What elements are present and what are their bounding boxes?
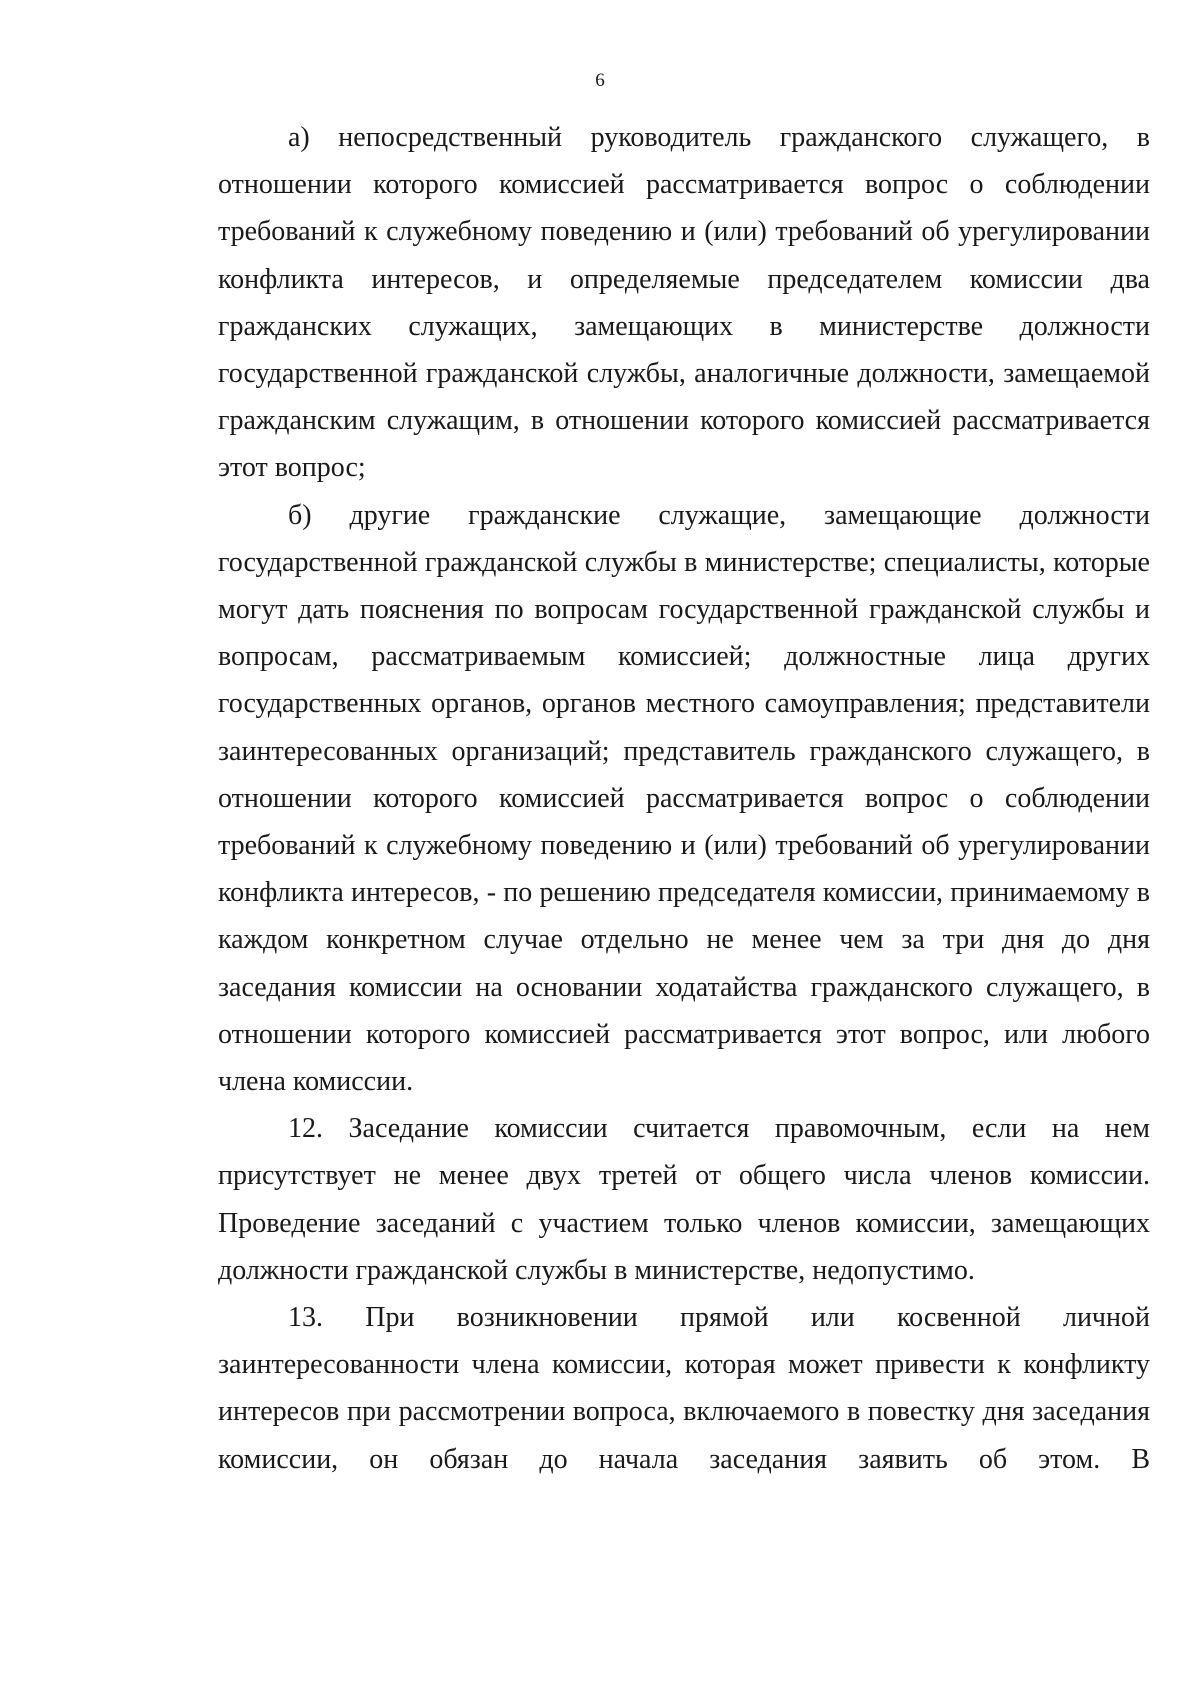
paragraph-a: а) непосредственный руководитель гражданского служащего, в отношении которого комиссией рассматривается вопрос о соблюдении требований к служебному поведению и (или) требований об урегулировании конфликта интересов, и определяемые председателем комиссии два гражданских служащих, замещающих в министерстве должности государственной гражданской службы, аналогичные должности, замещаемой гражданским служащим, в отношении которого комиссией рассматривается этот вопрос;: [218, 122, 1150, 484]
document-body: [218, 114, 1150, 1483]
paragraph-b: б) другие гражданские служащие, замещающие должности государственной гражданской службы в министерстве; специалисты, которые могут дать пояснения по вопросам государственной гражданской службы и вопросам, рассматриваемым комиссией; должностные лица других государственных органов, органов местного самоуправления; представители заинтересованных организаций; представитель гражданского служащего, в отношении которого комиссией рассматривается вопрос о соблюдении требований к служебному поведению и (или) требований об урегулировании конфликта интересов, - по решению председателя комиссии, принимаемому в каждом конкретном случае отдельно не менее чем за три дня до дня заседания комиссии на основании ходатайства гражданского служащего, в отношении которого комиссией рассматривается этот вопрос, или любого члена комиссии.: [218, 499, 1150, 1098]
paragraph-12: 12. Заседание комиссии считается правомочным, если на нем присутствует не менее двух третей от общего числа членов комиссии. Проведение заседаний с участием только членов комиссии, замещающих должности гражданской службы в министерстве, недопустимо.: [218, 1113, 1150, 1286]
paragraph-13: 13. При возникновении прямой или косвенной личной заинтересованности члена комиссии, которая может привести к конфликту интересов при рассмотрении вопроса, включаемого в повестку дня заседания комиссии, он обязан до начала заседания заявить об этом. В: [218, 1302, 1150, 1475]
page-number: 6: [595, 70, 605, 91]
